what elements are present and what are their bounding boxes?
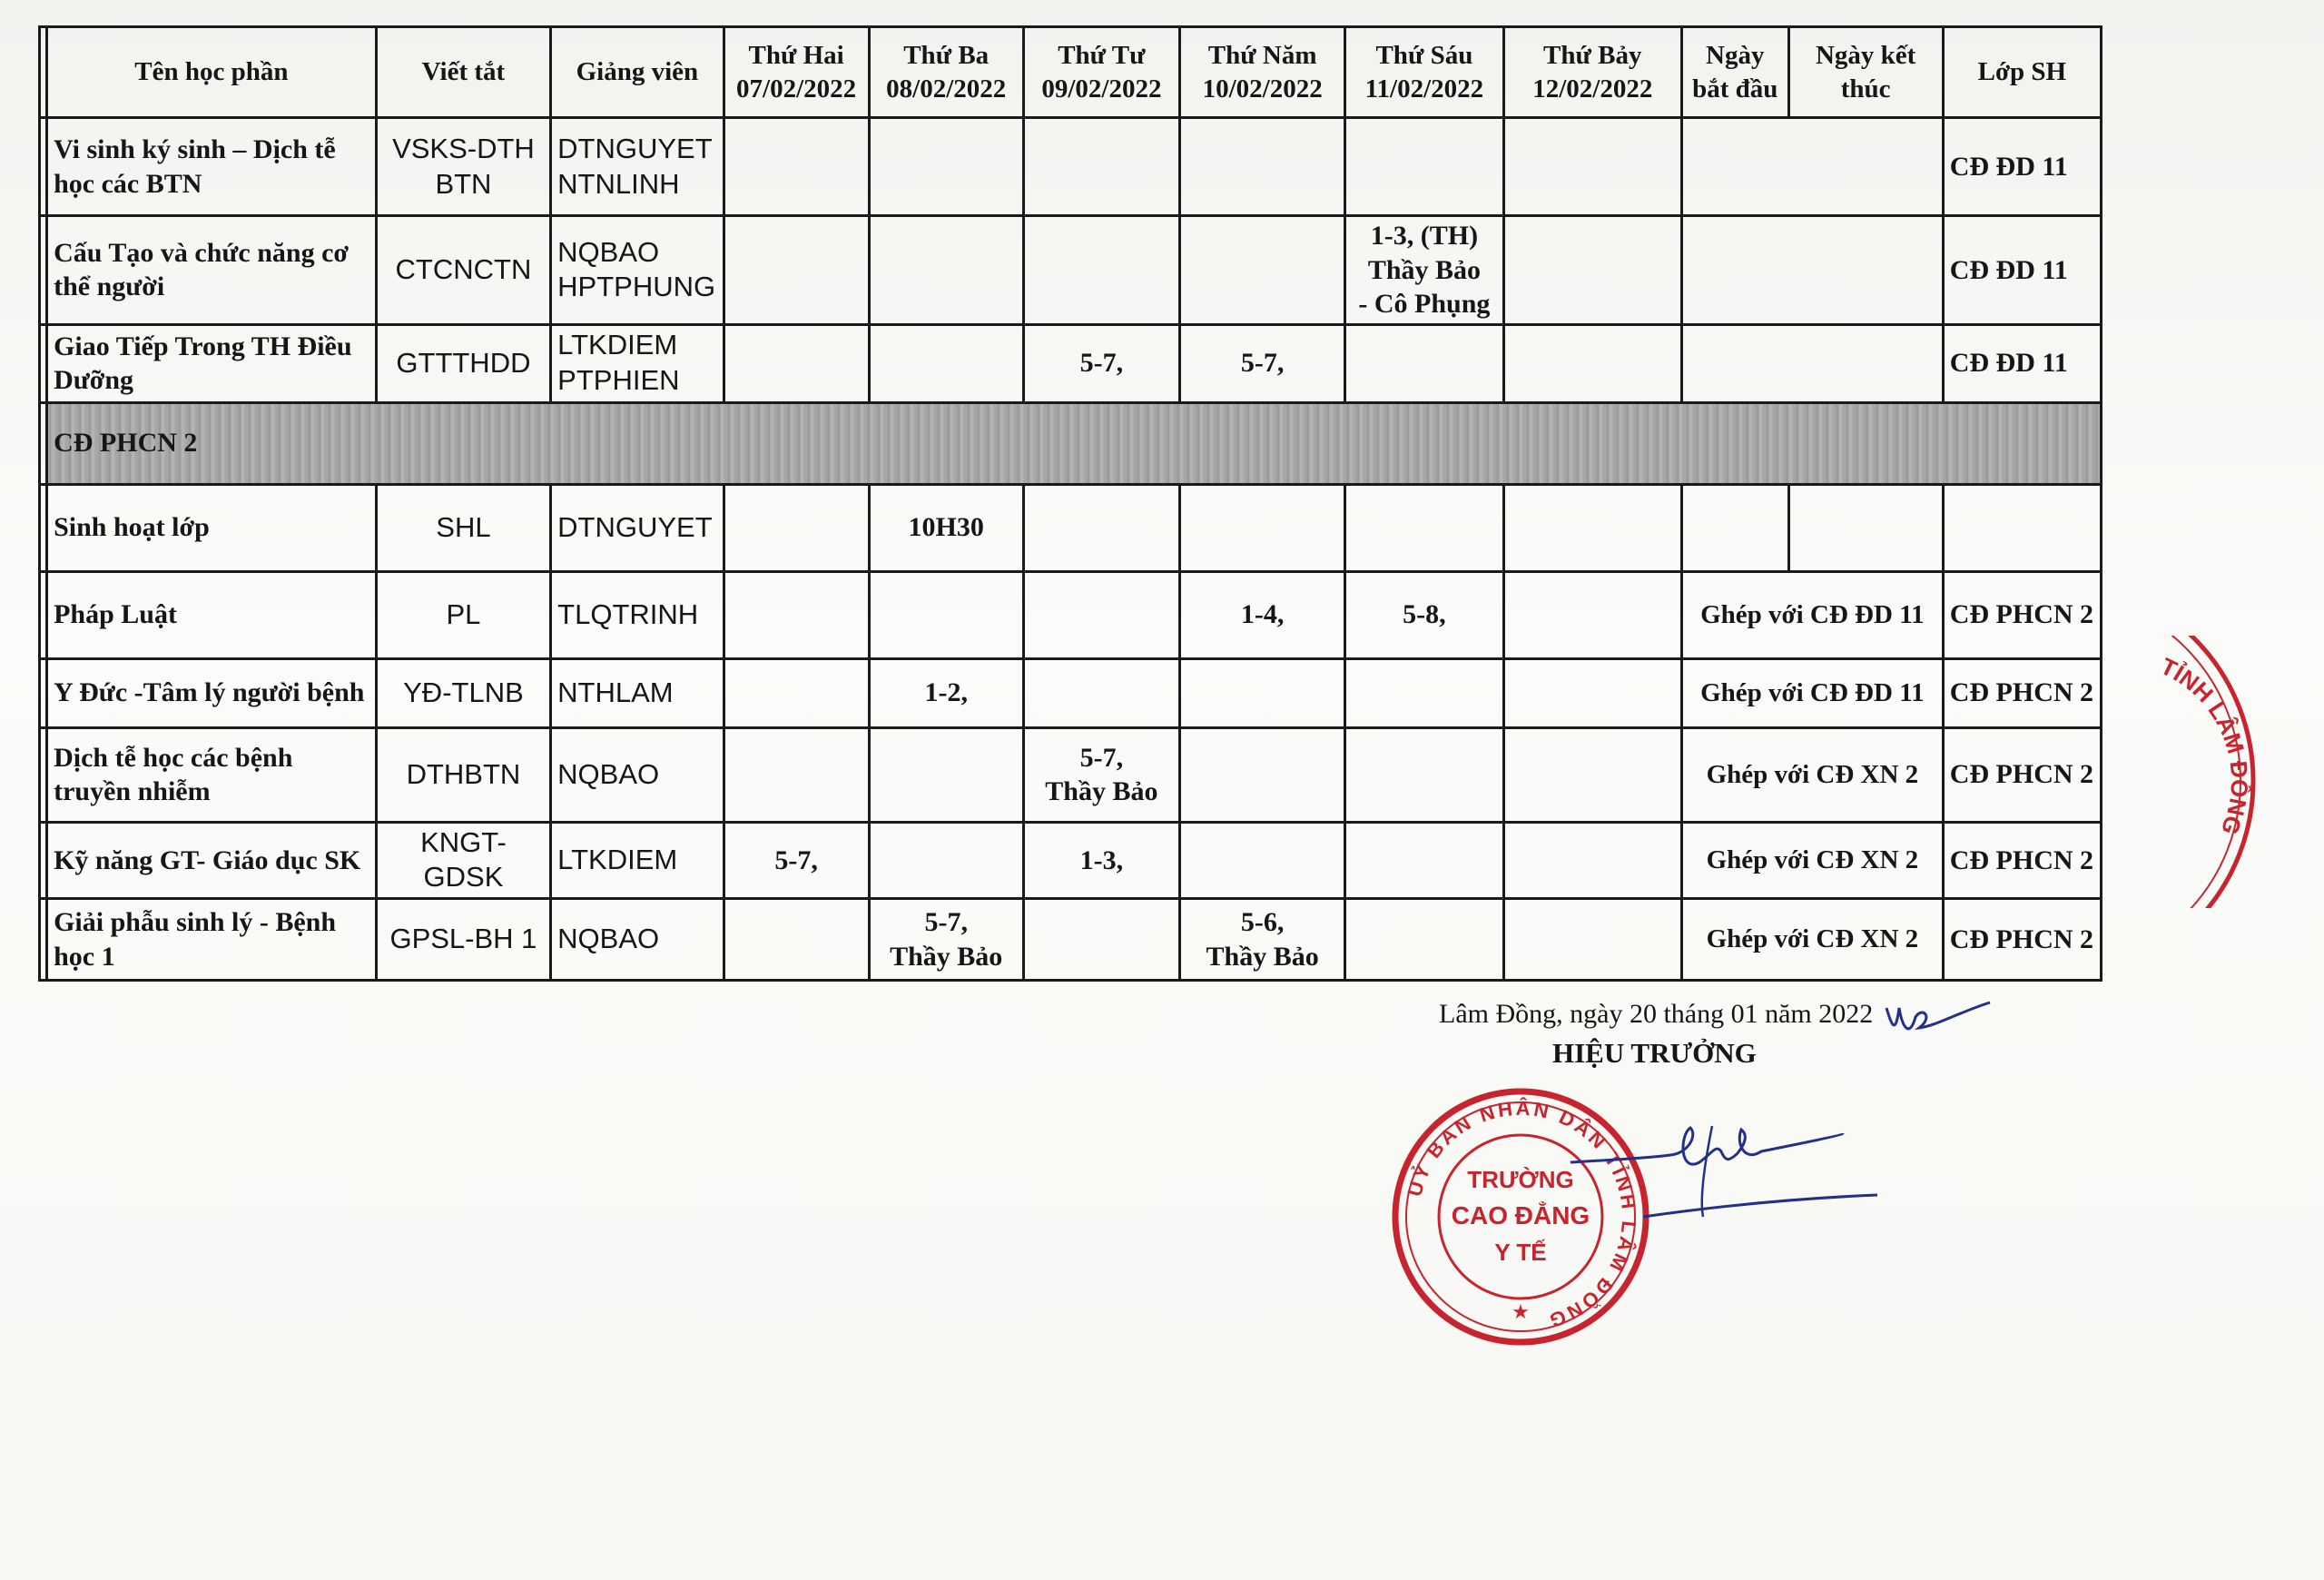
header-wednesday: Thứ Tư 09/02/2022 <box>1023 27 1179 118</box>
header-friday: Thứ Sáu 11/02/2022 <box>1345 27 1503 118</box>
slot-fri <box>1345 118 1503 216</box>
section-title: CĐ PHCN 2 <box>47 402 2102 484</box>
slot-fri <box>1345 484 1503 571</box>
course-name: Cấu Tạo và chức năng cơ thể người <box>47 216 377 325</box>
slot-fri <box>1345 899 1503 981</box>
signature <box>1543 1108 1888 1271</box>
slot-tue <box>869 216 1023 325</box>
header-row <box>40 27 2102 118</box>
lecturer: NQBAO HPTPHUNG <box>551 216 724 325</box>
slot-tue <box>869 324 1023 402</box>
slot-wed <box>1023 899 1179 981</box>
class-code <box>1943 484 2101 571</box>
slot-thu <box>1179 118 1344 216</box>
note <box>1682 118 1944 216</box>
slot-wed: 5-7, Thầy Bảo <box>1023 727 1179 822</box>
course-abbr: DTHBTN <box>376 727 550 822</box>
note: Ghép với CĐ XN 2 <box>1682 899 1944 981</box>
header-saturday: Thứ Bảy 12/02/2022 <box>1503 27 1682 118</box>
slot-tue: 1-2, <box>869 658 1023 727</box>
note <box>1682 324 1944 402</box>
slot-thu: 5-7, <box>1179 324 1344 402</box>
slot-sat <box>1503 899 1682 981</box>
note <box>1682 216 1944 325</box>
header-abbr: Viết tắt <box>376 27 550 118</box>
table-row <box>40 216 2102 325</box>
slot-mon <box>724 216 869 325</box>
note: Ghép với CĐ XN 2 <box>1682 727 1944 822</box>
course-abbr: VSKS-DTH BTN <box>376 118 550 216</box>
stamp-line-3: Y TẾ <box>1494 1239 1547 1266</box>
class-code: CĐ PHCN 2 <box>1943 822 2101 899</box>
header-tuesday: Thứ Ba 08/02/2022 <box>869 27 1023 118</box>
slot-sat <box>1503 324 1682 402</box>
header-lecturer: Giảng viên <box>551 27 724 118</box>
class-code: CĐ ĐD 11 <box>1943 324 2101 402</box>
lecturer: NQBAO <box>551 899 724 981</box>
slot-sat <box>1503 118 1682 216</box>
table-row <box>40 324 2102 402</box>
slot-wed: 5-7, <box>1023 324 1179 402</box>
header-start-date: Ngày bắt đầu <box>1682 27 1789 118</box>
slot-mon <box>724 658 869 727</box>
stamp-line-1: TRƯỜNG <box>1467 1166 1574 1193</box>
course-abbr: SHL <box>376 484 550 571</box>
header-course: Tên học phần <box>47 27 377 118</box>
slot-fri: 5-8, <box>1345 571 1503 658</box>
course-name: Vi sinh ký sinh – Dịch tễ học các BTN <box>47 118 377 216</box>
schedule-table <box>38 25 2102 982</box>
slot-thu <box>1179 822 1344 899</box>
slot-mon <box>724 899 869 981</box>
table-row <box>40 571 2102 658</box>
class-code: CĐ PHCN 2 <box>1943 571 2101 658</box>
slot-tue <box>869 118 1023 216</box>
stamp-line-2: CAO ĐẲNG <box>1451 1201 1590 1229</box>
slot-sat <box>1503 216 1682 325</box>
course-name: Giao Tiếp Trong TH Điều Dưỡng <box>47 324 377 402</box>
lecturer: DTNGUYET NTNLINH <box>551 118 724 216</box>
slot-fri <box>1345 658 1503 727</box>
note: Ghép với CĐ ĐD 11 <box>1682 658 1944 727</box>
course-name: Giải phẫu sinh lý - Bệnh học 1 <box>47 899 377 981</box>
course-name: Pháp Luật <box>47 571 377 658</box>
stamp-outer-text: UỶ BAN NHÂN DÂN TỈNH LÂM ĐỒNG <box>1403 1096 1641 1333</box>
slot-mon <box>724 571 869 658</box>
slot-sat <box>1503 571 1682 658</box>
slot-tue: 10H30 <box>869 484 1023 571</box>
header-thursday: Thứ Năm 10/02/2022 <box>1179 27 1344 118</box>
header-class: Lớp SH <box>1943 27 2101 118</box>
slot-thu <box>1179 484 1344 571</box>
slot-thu <box>1179 216 1344 325</box>
course-name: Sinh hoạt lớp <box>47 484 377 571</box>
svg-text:TỈNH LÂM ĐỒNG <box>2156 652 2253 838</box>
course-name: Kỹ năng GT- Giáo dục SK <box>47 822 377 899</box>
lecturer: LTKDIEM PTPHIEN <box>551 324 724 402</box>
class-code: CĐ ĐD 11 <box>1943 118 2101 216</box>
header-monday: Thứ Hai 07/02/2022 <box>724 27 869 118</box>
slot-wed <box>1023 484 1179 571</box>
slot-tue <box>869 727 1023 822</box>
slot-tue: 5-7, Thầy Bảo <box>869 899 1023 981</box>
end-date <box>1788 484 1943 571</box>
slot-sat <box>1503 484 1682 571</box>
slot-wed <box>1023 571 1179 658</box>
header-corner <box>40 27 47 118</box>
slot-wed <box>1023 118 1179 216</box>
table-row <box>40 899 2102 981</box>
star-icon: ★ <box>1512 1301 1530 1324</box>
lecturer: LTKDIEM <box>551 822 724 899</box>
slot-sat <box>1503 822 1682 899</box>
class-code: CĐ ĐD 11 <box>1943 216 2101 325</box>
lecturer: DTNGUYET <box>551 484 724 571</box>
slot-thu <box>1179 658 1344 727</box>
slot-fri <box>1345 324 1503 402</box>
section-number <box>40 402 47 484</box>
class-code: CĐ PHCN 2 <box>1943 727 2101 822</box>
course-abbr: GPSL-BH 1 <box>376 899 550 981</box>
slot-sat <box>1503 658 1682 727</box>
lecturer: TLQTRINH <box>551 571 724 658</box>
slot-mon <box>724 324 869 402</box>
lecturer: NTHLAM <box>551 658 724 727</box>
table-row <box>40 484 2102 571</box>
slot-tue <box>869 822 1023 899</box>
course-abbr: CTCNCTN <box>376 216 550 325</box>
slot-mon <box>724 727 869 822</box>
table-row <box>40 727 2102 822</box>
course-abbr: PL <box>376 571 550 658</box>
footer-title: HIỆU TRƯỞNG <box>1552 1037 1757 1069</box>
slot-wed: 1-3, <box>1023 822 1179 899</box>
section-row <box>40 402 2102 484</box>
slot-thu: 1-4, <box>1179 571 1344 658</box>
slot-wed <box>1023 658 1179 727</box>
class-code: CĐ PHCN 2 <box>1943 658 2101 727</box>
slot-mon <box>724 118 869 216</box>
slot-fri <box>1345 727 1503 822</box>
table-row <box>40 658 2102 727</box>
lecturer: NQBAO <box>551 727 724 822</box>
slot-sat <box>1503 727 1682 822</box>
header-end-date: Ngày kết thúc <box>1788 27 1943 118</box>
class-code: CĐ PHCN 2 <box>1943 899 2101 981</box>
slot-tue <box>869 571 1023 658</box>
initials-mark <box>1879 990 1997 1053</box>
slot-fri: 1-3, (TH) Thầy Bảo - Cô Phụng <box>1345 216 1503 325</box>
course-abbr: YĐ-TLNB <box>376 658 550 727</box>
side-stamp <box>2142 636 2279 908</box>
note: Ghép với CĐ ĐD 11 <box>1682 571 1944 658</box>
side-stamp-text: TỈNH LÂM ĐỒNG <box>2156 652 2254 839</box>
slot-mon: 5-7, <box>724 822 869 899</box>
table-row <box>40 118 2102 216</box>
course-abbr: KNGT-GDSK <box>376 822 550 899</box>
slot-mon <box>724 484 869 571</box>
note: Ghép với CĐ XN 2 <box>1682 822 1944 899</box>
slot-thu: 5-6, Thầy Bảo <box>1179 899 1344 981</box>
course-name: Y Đức -Tâm lý người bệnh <box>47 658 377 727</box>
course-name: Dịch tễ học các bệnh truyền nhiễm <box>47 727 377 822</box>
slot-wed <box>1023 216 1179 325</box>
start-date <box>1682 484 1789 571</box>
table-row <box>40 822 2102 899</box>
footer-place-date: Lâm Đồng, ngày 20 tháng 01 năm 2022 <box>1439 999 1874 1029</box>
slot-thu <box>1179 727 1344 822</box>
course-abbr: GTTTHDD <box>376 324 550 402</box>
slot-fri <box>1345 822 1503 899</box>
